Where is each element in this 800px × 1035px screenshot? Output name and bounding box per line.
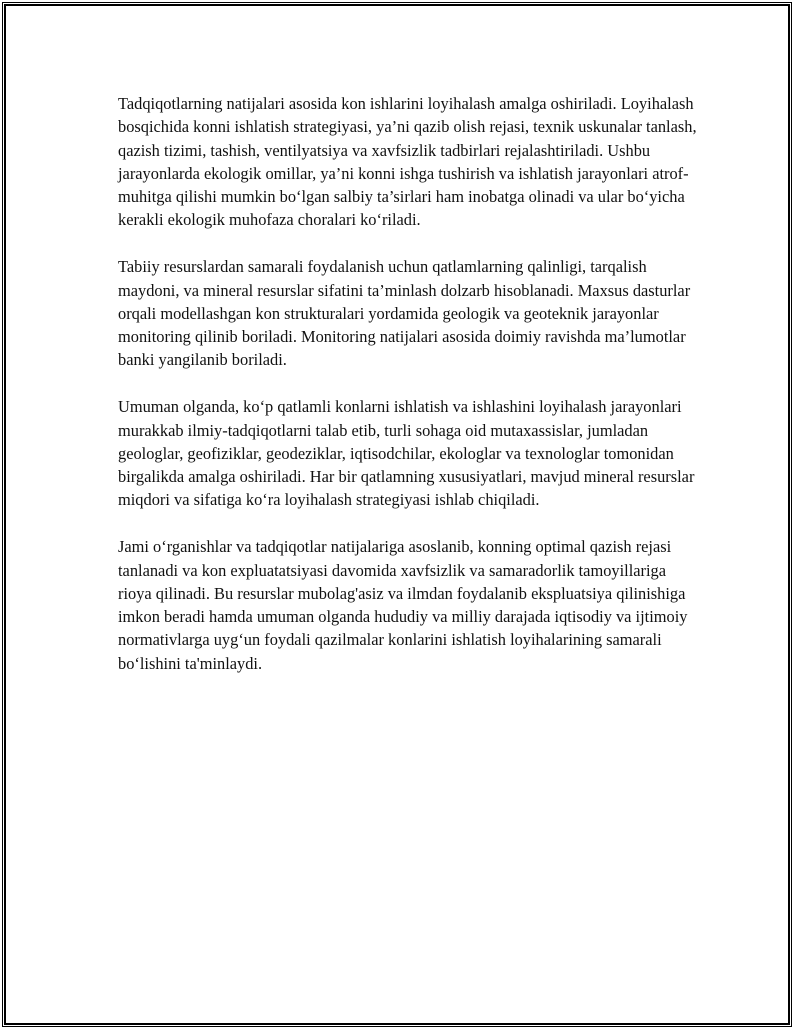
paragraph-4: Jami o‘rganishlar va tadqiqotlar natijalariga asoslanib, konning optimal qazish rejasi tanlanadi va kon expluatatsiyasi davomida xavfsizlik va samaradorlik tamoyillariga rioya qilinadi. Bu resurslar mubolag'asiz va ilmdan foydalanib ekspluatsiya qilinishiga imkon beradi hamda umuman olganda hududiy va milliy darajada iqtisodiy va ijtimoiy normativlarga uyg‘un foydali qazilmalar konlarini ishlatish loyihalarining samarali bo‘lishini ta'minlaydi. <box>118 537 688 673</box>
document-body <box>118 92 698 675</box>
paragraph-1: Tadqiqotlarning natijalari asosida kon ishlarini loyihalash amalga oshiriladi. Loyihalash bosqichida konni ishlatish strategiyasi, ya’ni qazib olish rejasi, texnik uskunalar tanlash, qazish tizimi, tashish, ventilyatsiya va xavfsizlik tadbirlari rejalashtiriladi. Ushbu jarayonlarda ekologik omillar, ya’ni konni ishga tushirish va ishlatish jarayonlari atrof-muhitga qilishi mumkin bo‘lgan salbiy ta’sirlari ham inobatga olinadi va ular bo‘yicha kerakli ekologik muhofaza choralari ko‘riladi. <box>118 94 697 230</box>
paragraph-2: Tabiiy resurslardan samarali foydalanish uchun qatlamlarning qalinligi, tarqalish maydoni, va mineral resurslar sifatini ta’minlash dolzarb hisoblanadi. Maxsus dasturlar orqali modellashgan kon strukturalari yordamida geologik va geoteknik jarayonlar monitoring qilinib boriladi. Monitoring natijalari asosida doimiy ravishda ma’lumotlar banki yangilanib boriladi. <box>118 257 691 370</box>
paragraph-3: Umuman olganda, ko‘p qatlamli konlarni ishlatish va ishlashini loyihalash jarayonlari murakkab ilmiy-tadqiqotlarni talab etib, turli sohaga oid mutaxassislar, jumladan geologlar, geofiziklar, geodeziklar, iqtisodchilar, ekologlar va texnologlar tomonidan birgalikda amalga oshiriladi. Har bir qatlamning xususiyatlari, mavjud mineral resurslar miqdori va sifatiga ko‘ra loyihalash strategiyasi ishlab chiqiladi. <box>118 397 695 510</box>
